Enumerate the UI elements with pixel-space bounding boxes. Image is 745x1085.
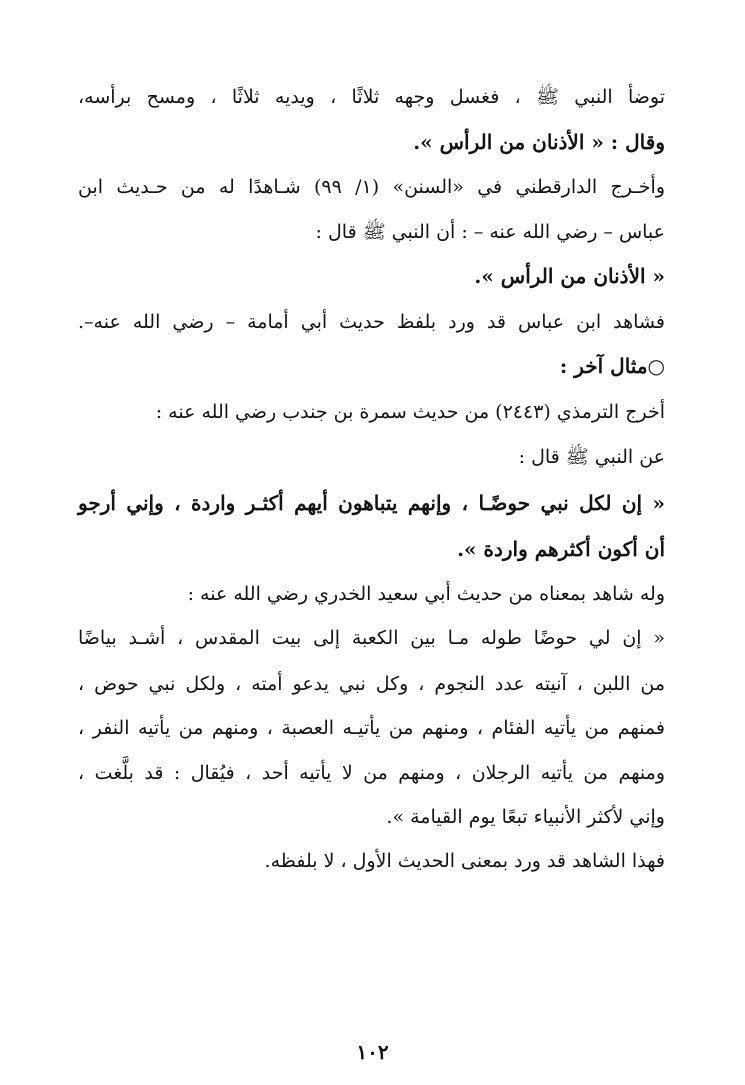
text-line-3: وأخـرج الدارقطني في «السنن» (١/ ٩٩) شـاهدًا له من حـديث ابن [78, 176, 665, 198]
text-line-12: وله شاهد بمعناه من حديث أبي سعيد الخدري رضي الله عنه : [187, 583, 665, 605]
page-number: ١٠٢ [356, 1040, 389, 1064]
text-line-10: « إن لكل نبي حوضًـا ، وإنهم يتباهون أيهم أكثـر واردة ، وإني أرجو [78, 491, 665, 515]
text-line-4: عباس – رضي الله عنه – : أن النبي ﷺ قال : [315, 221, 665, 243]
text-line-13: « إن لي حوضًا طوله مـا بين الكعبة إلى بيت المقدس ، أشـد بياضًا [78, 627, 665, 649]
text-line-18: فهذا الشاهد قد ورد بمعنى الحديث الأول ، لا بلفظه. [264, 850, 665, 872]
section-heading: ○مثال آخر : [559, 354, 665, 378]
text-line-8: أخرج الترمذي (٢٤٤٣) من حديث سمرة بن جندب رضي الله عنه : [155, 401, 665, 423]
text-line-2: وقال : « الأذنان من الرأس ». [413, 130, 665, 154]
text-line-14: من اللبن ، آنيته عدد النجوم ، وكل نبي يدعو أمته ، ولكل نبي حوض ، [78, 673, 665, 695]
text-line-5: « الأذنان من الرأس ». [474, 264, 665, 288]
text-line-11: أن أكون أكثرهم واردة ». [457, 537, 665, 561]
text-line-16: ومنهم من يأتيه الرجلان ، ومنهم من لا يأتيه أحد ، فيُقال : قد بلَّغت ، [78, 762, 665, 784]
text-line-9: عن النبي ﷺ قال : [518, 446, 665, 468]
text-line-17: وإني لأكثر الأنبياء تبعًا يوم القيامة ». [386, 806, 665, 828]
text-line-1: توضأ النبي ﷺ ، فغسل وجهه ثلاثًا ، ويديه ثلاثًا ، ومسح برأسه، [78, 86, 665, 108]
text-line-15: فمنهم من يأتيه الفئام ، ومنهم من يأتيـه العصبة ، ومنهم من يأتيه النفر ، [78, 717, 665, 739]
text-line-6: فشاهد ابن عباس قد ورد بلفظ حديث أبي أمامة – رضي الله عنه–. [78, 311, 665, 333]
